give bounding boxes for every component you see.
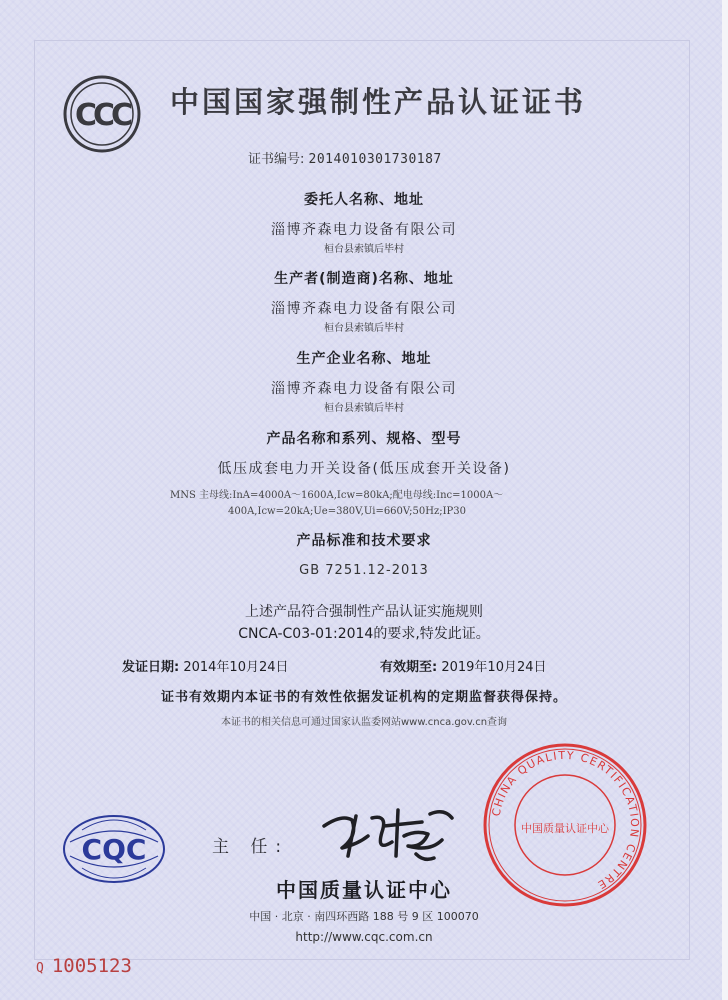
manufacturer-name: 淄博齐森电力设备有限公司 xyxy=(271,301,457,317)
director-signature xyxy=(312,796,482,866)
factory-heading: 生产企业名称、地址 xyxy=(296,351,432,367)
official-seal xyxy=(480,740,650,910)
serial-number-value: 1005123 xyxy=(51,955,132,977)
seal-english-text: CHINA QUALITY CERTIFICATION CENTRE xyxy=(489,748,642,892)
conformity-line-2: CNCA-C03-01:2014的要求,特发此证。 xyxy=(238,626,490,642)
applicant-name: 淄博齐森电力设备有限公司 xyxy=(271,222,457,238)
applicant-address: 桓台县索镇后毕村 xyxy=(324,244,404,255)
conformity-line-1: 上述产品符合强制性产品认证实施规则 xyxy=(245,604,483,620)
serial-number xyxy=(36,955,132,977)
cqc-logo-text: CQC xyxy=(81,833,147,866)
ccc-logo-text: CCC xyxy=(74,98,130,133)
issue-date-label: 发证日期: xyxy=(122,660,180,675)
certificate-number-value: 2014010301730187 xyxy=(308,152,442,167)
factory-address: 桓台县索镇后毕村 xyxy=(324,403,404,414)
organization-name: 中国质量认证中心 xyxy=(276,878,452,902)
product-spec-line-2: 400A,Icw=20kA;Ue=380V,Ui=660V;50Hz;IP30 xyxy=(228,506,466,517)
product-spec-line-1: MNS 主母线:InA=4000A～1600A,Icw=80kA;配电母线:Inc=1000A～ xyxy=(170,490,504,501)
standard-value: GB 7251.12-2013 xyxy=(299,563,429,578)
certificate-number xyxy=(248,148,442,167)
serial-prefix: Q xyxy=(36,961,44,976)
website-note: 本证书的相关信息可通过国家认监委网站www.cnca.gov.cn查询 xyxy=(220,717,508,728)
standard-heading: 产品标准和技术要求 xyxy=(296,533,432,549)
product-heading: 产品名称和系列、规格、型号 xyxy=(266,431,462,447)
issue-date-value: 2014年10月24日 xyxy=(183,660,289,675)
expiry-date-label: 有效期至: xyxy=(380,660,438,675)
manufacturer-address: 桓台县索镇后毕村 xyxy=(324,323,404,334)
product-name: 低压成套电力开关设备(低压成套开关设备) xyxy=(217,461,511,477)
manufacturer-heading: 生产者(制造商)名称、地址 xyxy=(274,271,454,287)
validity-statement: 证书有效期内本证书的有效性依据发证机构的定期监督获得保持。 xyxy=(160,690,567,705)
organization-url: http://www.cqc.com.cn xyxy=(295,930,433,944)
organization-address: 中国 · 北京 · 南四环西路 188 号 9 区 100070 xyxy=(249,910,479,923)
applicant-heading: 委托人名称、地址 xyxy=(304,192,424,208)
product-spec xyxy=(170,488,570,520)
factory-name: 淄博齐森电力设备有限公司 xyxy=(271,381,457,397)
issue-date xyxy=(122,656,289,675)
seal-chinese-text: 中国质量认证中心 xyxy=(521,822,609,835)
certificate-number-label: 证书编号: xyxy=(248,152,305,167)
expiry-date-value: 2019年10月24日 xyxy=(441,660,547,675)
certificate-title: 中国国家强制性产品认证证书 xyxy=(170,85,587,119)
expiry-date xyxy=(380,656,547,675)
director-label: 主 任: xyxy=(212,837,290,857)
ccc-logo-icon xyxy=(62,74,142,154)
